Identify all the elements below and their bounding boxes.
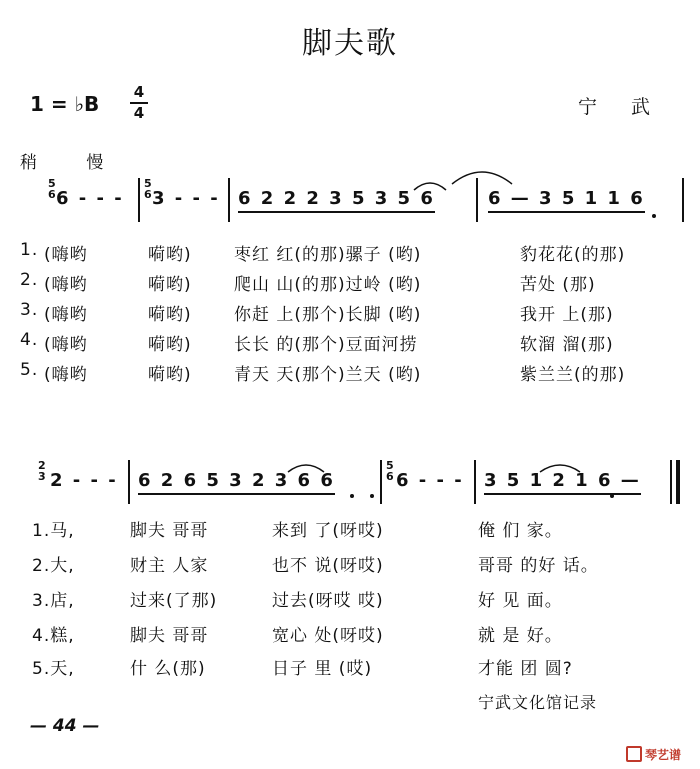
verse-text: 财主 人家 (130, 556, 209, 576)
verse-text: 苦处 (那) (520, 275, 596, 295)
verse-text: 你赶 上(那个)长脚 (哟) (234, 305, 422, 325)
tempo-marking: 稍 慢 (20, 153, 126, 173)
final-barline-thick (676, 460, 680, 504)
recorder-credit: 宁武文化馆记录 (478, 693, 598, 712)
verse-text: 日子 里 (哎) (272, 659, 373, 679)
key-signature: 1 = ♭B (30, 92, 100, 116)
verse-text: 嗬哟) (148, 305, 192, 325)
verse-text: 脚夫 哥哥 (130, 521, 209, 541)
measure-6: 6 2 6 5 3 2 3 6 6 (138, 470, 335, 491)
verse-text: 哥哥 的好 话。 (478, 556, 599, 576)
verse-text: 什 么(那) (130, 659, 206, 679)
verse-text: 3.店, (32, 591, 75, 611)
verse-text: (嗨哟 (44, 365, 88, 385)
logo-icon (626, 746, 642, 762)
verse-text: 俺 们 家。 (478, 521, 563, 541)
verse-text: 脚夫 哥哥 (130, 626, 209, 646)
verse-text: 长长 的(那个)豆面河捞 (234, 335, 418, 355)
watermark-logo: 琴艺谱 (626, 746, 681, 763)
measure-2: 3 - - - (152, 188, 220, 209)
verse-text: 豹花花(的那) (520, 245, 626, 265)
barline (476, 178, 478, 222)
verse-text: 就 是 好。 (478, 626, 563, 646)
grace-note: 5 6 (48, 177, 56, 201)
verse-text: 5.天, (32, 659, 75, 679)
measure-5: 2 - - - (50, 470, 118, 491)
verse-text: 1.马, (32, 521, 75, 541)
measure-8: 3 5 1 2 1 6 — (484, 470, 641, 491)
verse-text: 2.大, (32, 556, 75, 576)
verse-text: 紫兰兰(的那) (520, 365, 626, 385)
barline (682, 178, 684, 222)
verse-text: 才能 团 圆? (478, 659, 573, 679)
verse-text: 爬山 山(的那)过岭 (哟) (234, 275, 422, 295)
verse-text: 好 见 面。 (478, 591, 563, 611)
verse-text: (嗨哟 (44, 305, 88, 325)
notation-line-2 (18, 460, 682, 510)
measure-3: 6 2 2 2 3 5 3 5 6 (238, 188, 435, 209)
measure-4: 6 — 3 5 1 1 6 (488, 188, 645, 209)
barline (474, 460, 476, 504)
page-number: — 44 — (30, 716, 100, 736)
verse-number: 3. (20, 300, 39, 320)
verse-text: 嗬哟) (148, 365, 192, 385)
verse-text: (嗨哟 (44, 245, 88, 265)
verse-text: 软溜 溜(那) (520, 335, 614, 355)
verse-text: 嗬哟) (148, 245, 192, 265)
verse-text: 来到 了(呀哎) (272, 521, 384, 541)
barline (380, 460, 382, 504)
measure-1: 6 - - - (56, 188, 124, 209)
grace-note: 5 6 (144, 177, 152, 201)
verse-text: 青天 天(那个)兰天 (哟) (234, 365, 422, 385)
grace-note: 5 6 (386, 459, 394, 483)
verse-number: 1. (20, 240, 39, 260)
verse-text: 我开 上(那) (520, 305, 614, 325)
barline (138, 178, 140, 222)
verse-text: 过去(呀哎 哎) (272, 591, 384, 611)
song-title: 脚夫歌 (302, 26, 398, 61)
time-signature: 4 4 (130, 84, 148, 122)
verse-text: 宽心 处(呀哎) (272, 626, 384, 646)
barline (128, 460, 130, 504)
verse-text: 也不 说(呀哎) (272, 556, 384, 576)
verse-text: 4.糕, (32, 626, 75, 646)
barline (228, 178, 230, 222)
verse-number: 4. (20, 330, 39, 350)
verse-text: 嗬哟) (148, 335, 192, 355)
notation-line-1 (18, 178, 682, 228)
verse-text: (嗨哟 (44, 275, 88, 295)
composer-region: 宁 武 (578, 96, 665, 118)
verse-number: 2. (20, 270, 39, 290)
final-barline (670, 460, 672, 504)
grace-note: 2 3 (38, 459, 46, 483)
verse-text: 枣红 红(的那)骡子 (哟) (234, 245, 422, 265)
verse-text: 过来(了那) (130, 591, 218, 611)
verse-text: (嗨哟 (44, 335, 88, 355)
verse-number: 5. (20, 360, 39, 380)
verse-text: 嗬哟) (148, 275, 192, 295)
measure-7: 6 - - - (396, 470, 464, 491)
